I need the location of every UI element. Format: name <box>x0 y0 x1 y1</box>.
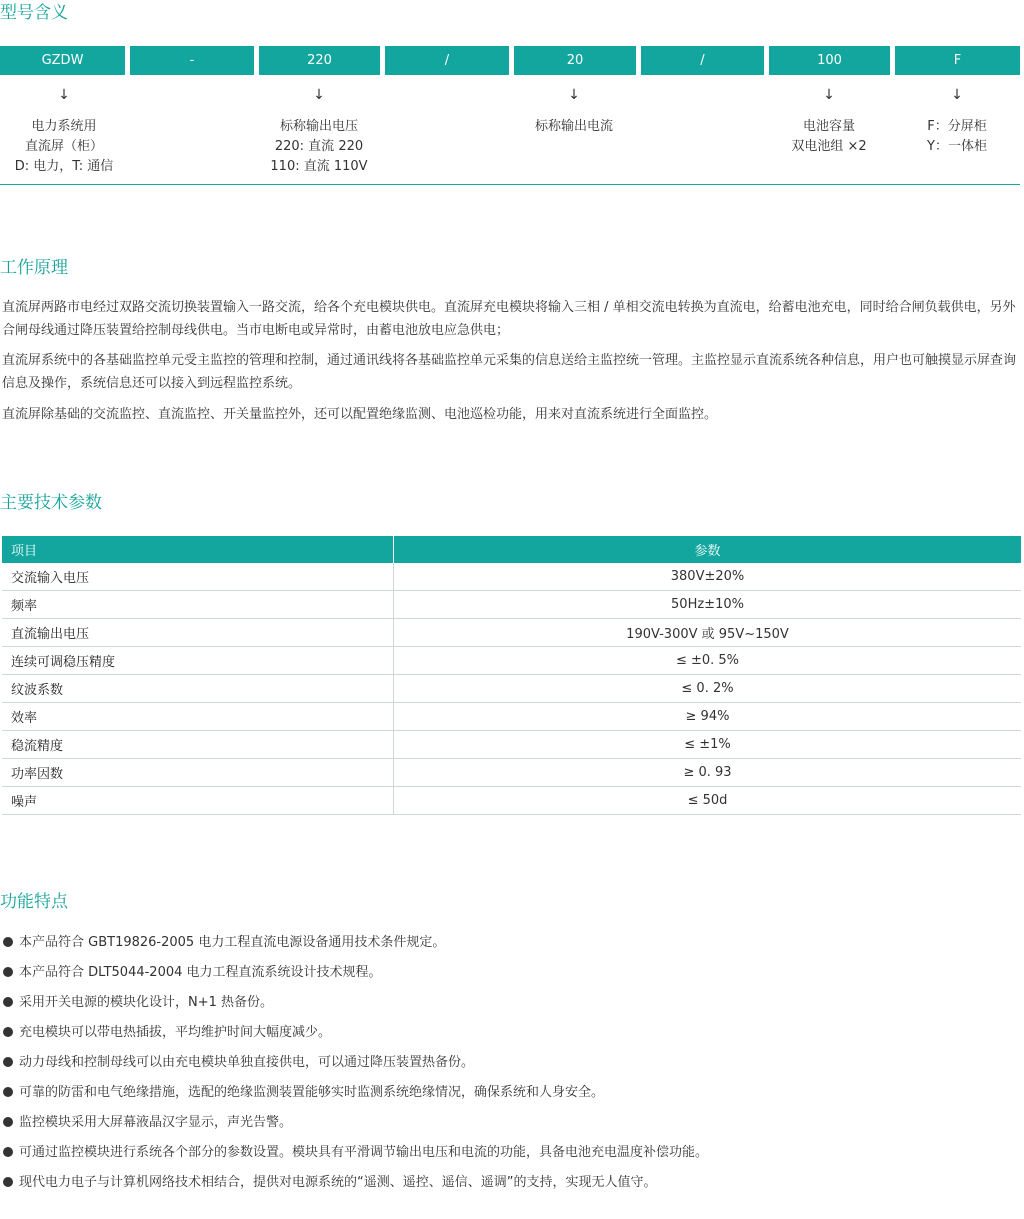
header-param: 参数 <box>394 536 1022 563</box>
spec-name: 纹波系数 <box>2 675 394 703</box>
specs-section-title: 主要技术参数 <box>0 493 102 513</box>
spec-value: ≤ 50d <box>394 787 1022 815</box>
spec-value: ≤ ±1% <box>394 731 1022 759</box>
spec-name: 效率 <box>2 703 394 731</box>
table-row <box>2 759 1021 787</box>
features-list <box>3 930 708 1200</box>
bullet-icon <box>3 937 13 947</box>
model-cell-separator: / <box>385 46 509 75</box>
list-item <box>3 1050 708 1080</box>
bullet-icon <box>3 1087 13 1097</box>
table-row <box>2 787 1021 815</box>
model-desc-prefix <box>0 117 144 177</box>
spec-value: 380V±20% <box>394 563 1022 591</box>
desc-line: 电池容量 <box>802 119 855 134</box>
feature-text: 充电模块可以带电热插拔，平均维护时间大幅度减少。 <box>19 1025 332 1040</box>
spec-value: 50Hz±10% <box>394 591 1022 619</box>
table-row <box>2 591 1021 619</box>
down-arrow-icon: ↓ <box>823 87 835 103</box>
table-row <box>2 563 1021 591</box>
model-cell-prefix: GZDW <box>0 46 125 75</box>
spec-value: ≤ ±0. 5% <box>394 647 1022 675</box>
model-section-title: 型号含义 <box>0 3 68 23</box>
model-desc-type <box>877 117 1024 157</box>
list-item <box>3 990 708 1020</box>
spec-name: 连续可调稳压精度 <box>2 647 394 675</box>
model-cell-capacity: 100 <box>769 46 890 75</box>
principle-section-title: 工作原理 <box>0 258 68 278</box>
feature-text: 监控模块采用大屏幕液晶汉字显示，声光告警。 <box>19 1115 293 1130</box>
spec-name: 噪声 <box>2 787 394 815</box>
principle-paragraph: 直流屏除基础的交流监控、直流监控、开关量监控外，还可以配置绝缘监测、电池巡检功能，用来对直流系统进行全面监控。 <box>2 407 718 422</box>
down-arrow-icon: ↓ <box>568 87 580 103</box>
desc-line: F：分屏柜 <box>927 119 987 134</box>
desc-line: 直流屏（柜） <box>24 139 103 154</box>
desc-line: 双电池组 ×2 <box>791 139 867 154</box>
spec-name: 直流输出电压 <box>2 619 394 647</box>
spec-value: 190V-300V 或 95V~150V <box>394 619 1022 647</box>
features-section-title: 功能特点 <box>0 892 68 912</box>
table-row <box>2 675 1021 703</box>
desc-line: 标称输出电流 <box>534 119 613 134</box>
list-item <box>3 960 708 990</box>
spec-name: 稳流精度 <box>2 731 394 759</box>
list-item <box>3 1170 708 1200</box>
header-item: 项目 <box>2 536 394 563</box>
principle-paragraph: 直流屏两路市电经过双路交流切换装置输入一路交流，给各个充电模块供电。直流屏充电模块将输入三相 / 单相交流电转换为直流电，给蓄电池充电，同时给合闸负载供电，另外合闸母线通过降压装置给控制母线供电。当市电断电或异常时，由蓄电池放电应急供电； <box>2 300 1016 338</box>
list-item <box>3 930 708 960</box>
down-arrow-icon: ↓ <box>313 87 325 103</box>
list-item <box>3 1020 708 1050</box>
spec-value: ≤ 0. 2% <box>394 675 1022 703</box>
feature-text: 可通过监控模块进行系统各个部分的参数设置。模块具有平滑调节输出电压和电流的功能，具备电池充电温度补偿功能。 <box>19 1145 709 1160</box>
feature-text: 本产品符合 GBT19826-2005 电力工程直流电源设备通用技术条件规定。 <box>19 935 446 950</box>
spec-name: 交流输入电压 <box>2 563 394 591</box>
table-header-row <box>2 536 1021 563</box>
desc-line: Y：一体柜 <box>927 139 987 154</box>
desc-line: D: 电力，T: 通信 <box>14 159 114 174</box>
model-code-bar <box>0 46 1024 75</box>
list-item <box>3 1110 708 1140</box>
desc-line: 标称输出电压 <box>279 119 358 134</box>
model-desc-voltage <box>239 117 399 177</box>
model-cell-voltage: 220 <box>259 46 380 75</box>
bullet-icon <box>3 997 13 1007</box>
bullet-icon <box>3 1147 13 1157</box>
feature-text: 可靠的防雷和电气绝缘措施，选配的绝缘监测装置能够实时监测系统绝缘情况，确保系统和人身安全。 <box>19 1085 605 1100</box>
bullet-icon <box>3 1057 13 1067</box>
list-item <box>3 1080 708 1110</box>
spec-name: 功率因数 <box>2 759 394 787</box>
principle-paragraph: 直流屏系统中的各基础监控单元受主监控的管理和控制，通过通讯线将各基础监控单元采集的信息送给主监控统一管理。主监控显示直流系统各种信息，用户也可触摸显示屏查询信息及操作，系统信息还可以接入到远程监控系统。 <box>2 353 1017 391</box>
spec-value: ≥ 0. 93 <box>394 759 1022 787</box>
bullet-icon <box>3 1027 13 1037</box>
down-arrow-icon: ↓ <box>58 87 70 103</box>
model-desc-current <box>494 117 654 137</box>
model-cell-current: 20 <box>514 46 636 75</box>
desc-line: 220: 直流 220 <box>274 139 364 154</box>
table-row <box>2 703 1021 731</box>
feature-text: 采用开关电源的模块化设计，N+1 热备份。 <box>19 995 274 1010</box>
down-arrow-icon: ↓ <box>951 87 963 103</box>
list-item <box>3 1140 708 1170</box>
table-row <box>2 731 1021 759</box>
spec-value: ≥ 94% <box>394 703 1022 731</box>
model-cell-type: F <box>895 46 1020 75</box>
model-cell-separator: / <box>641 46 764 75</box>
feature-text: 本产品符合 DLT5044-2004 电力工程直流系统设计技术规程。 <box>19 965 382 980</box>
bullet-icon <box>3 1117 13 1127</box>
desc-line: 电力系统用 <box>31 119 97 134</box>
specs-table <box>2 536 1021 815</box>
bullet-icon <box>3 967 13 977</box>
divider <box>0 184 1020 185</box>
bullet-icon <box>3 1177 13 1187</box>
desc-line: 110: 直流 110V <box>270 159 368 174</box>
spec-name: 频率 <box>2 591 394 619</box>
table-row <box>2 647 1021 675</box>
model-cell-separator: - <box>130 46 254 75</box>
table-row <box>2 619 1021 647</box>
feature-text: 现代电力电子与计算机网络技术相结合，提供对电源系统的“遥测、遥控、遥信、遥调”的支持，实现无人值守。 <box>19 1175 657 1190</box>
feature-text: 动力母线和控制母线可以由充电模块单独直接供电，可以通过降压装置热备份。 <box>19 1055 475 1070</box>
